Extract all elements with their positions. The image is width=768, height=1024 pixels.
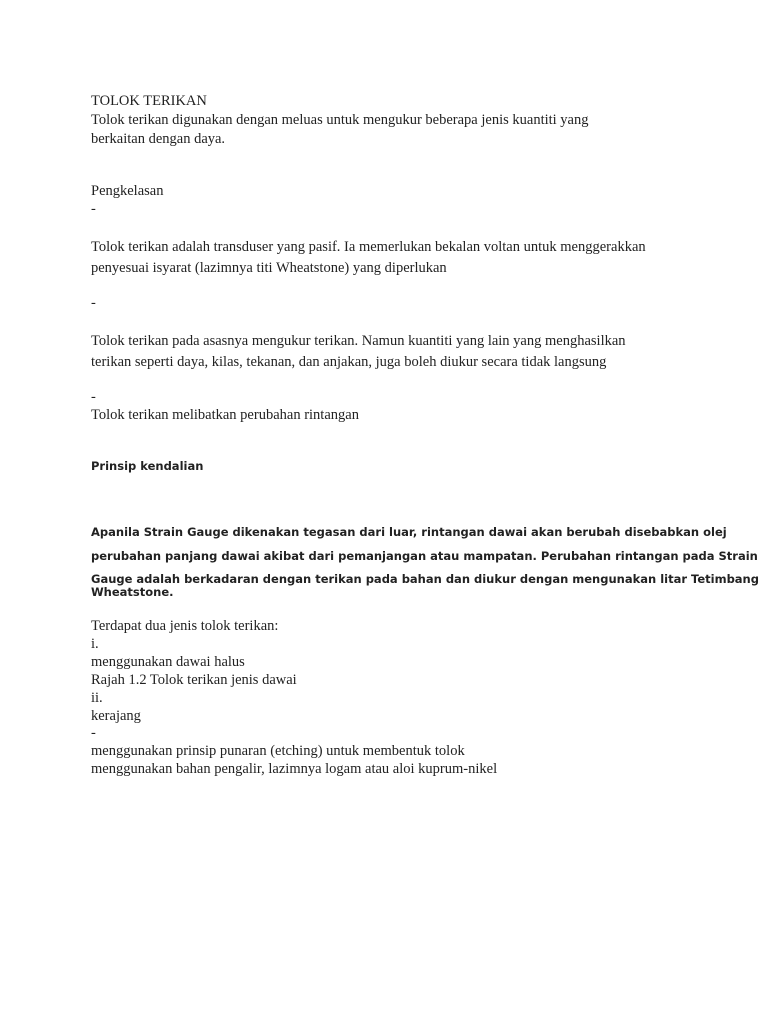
measure-line-2: terikan seperti daya, kilas, tekanan, dan anjakan, juga boleh diukur secara tidak langsung — [91, 354, 607, 370]
types-intro: Terdapat dua jenis tolok terikan: — [91, 618, 279, 634]
figure-caption: Rajah 1.2 Tolok terikan jenis dawai — [91, 672, 297, 688]
type-i-desc: menggunakan dawai halus — [91, 654, 245, 670]
type-ii-marker: ii. — [91, 690, 103, 706]
principle-line-3: Gauge adalah berkadaran dengan terikan pada bahan dan diukur dengan mengunakan litar Tetimbang — [91, 572, 759, 586]
dash-1: - — [91, 201, 96, 217]
resistance-line: Tolok terikan melibatkan perubahan rintangan — [91, 407, 359, 423]
type-ii-point-2: menggunakan bahan pengalir, lazimnya logam atau aloi kuprum-nikel — [91, 761, 498, 777]
passive-line-2: penyesuai isyarat (lazimnya titi Wheatstone) yang diperlukan — [91, 260, 447, 276]
principle-line-1: Apanila Strain Gauge dikenakan tegasan dari luar, rintangan dawai akan berubah disebabkan olej — [91, 525, 727, 539]
type-ii-point-1: menggunakan prinsip punaran (etching) untuk membentuk tolok — [91, 743, 465, 759]
measure-line-1: Tolok terikan pada asasnya mengukur terikan. Namun kuantiti yang lain yang menghasilkan — [91, 333, 626, 349]
dash-2: - — [91, 295, 96, 311]
dash-3: - — [91, 389, 96, 405]
principle-line-2: perubahan panjang dawai akibat dari pemanjangan atau mampatan. Perubahan rintangan pada Strain — [91, 549, 758, 563]
principle-heading: Prinsip kendalian — [91, 459, 204, 473]
type-i-marker: i. — [91, 636, 99, 652]
passive-line-1: Tolok terikan adalah transduser yang pasif. Ia memerlukan bekalan voltan untuk menggerakkan — [91, 239, 646, 255]
dash-4: - — [91, 725, 96, 741]
type-ii-name: kerajang — [91, 708, 141, 724]
intro-line-2: berkaitan dengan daya. — [91, 131, 226, 147]
principle-line-4: Wheatstone. — [91, 585, 174, 599]
document-title: TOLOK TERIKAN — [91, 93, 207, 109]
classification-heading: Pengkelasan — [91, 183, 164, 199]
intro-line-1: Tolok terikan digunakan dengan meluas untuk mengukur beberapa jenis kuantiti yang — [91, 112, 589, 128]
